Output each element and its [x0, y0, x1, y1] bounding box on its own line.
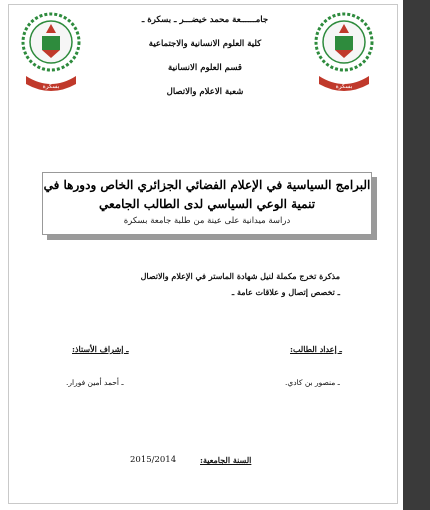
department-name: قسم العلوم الانسانية: [168, 63, 242, 73]
logo-left-label: بسكرة: [42, 83, 60, 90]
memo-line-1: مذكرة تخرج مكملة لنيل شهادة الماستر في الإعلام والاتصال: [140, 271, 340, 281]
supervisor-name: ـ أحمد أمين فورار.: [66, 378, 124, 387]
viewer-side-panel: [403, 0, 430, 510]
academic-year-value: 2015/2014: [130, 455, 177, 465]
logo-right-label: بسكرة: [335, 83, 353, 90]
student-label: ـ إعداد الطالب:: [290, 344, 342, 354]
academic-year-label: السنة الجامعية:: [200, 455, 252, 465]
thesis-title-box: [42, 172, 372, 235]
thesis-title: البرامج السياسية في الإعلام الفضائي الجزائري الخاص ودورها في تنمية الوعي السياسي لدى الطالب الجامعي: [43, 178, 371, 211]
university-name: جامــــــعة محمد خيضـــر ـ بسكرة ـ: [141, 15, 269, 25]
supervisor-label: ـ إشراف الأستاذ:: [72, 344, 129, 354]
thesis-subtitle: دراسة ميدانية على عينة من طلبة جامعة بسكرة: [123, 216, 291, 226]
memo-line-2: ـ تخصص إتصال و علاقات عامة ـ: [231, 287, 340, 297]
faculty-name: كلية العلوم الانسانية والاجتماعية: [148, 39, 262, 49]
branch-name: شعبة الاعلام والاتصال: [166, 87, 244, 97]
student-name: ـ منصور بن كادي.: [285, 378, 340, 387]
institution-header: [100, 14, 310, 110]
university-logo-left: [20, 6, 82, 98]
university-logo-right: [313, 6, 375, 98]
memo-description: [50, 268, 340, 300]
